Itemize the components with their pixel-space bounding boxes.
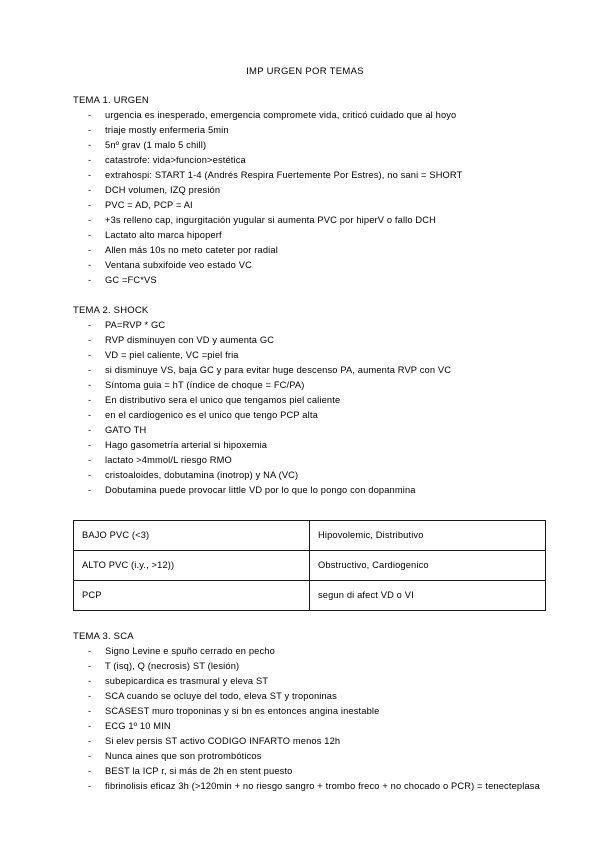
table-cell-label: PCP [74, 581, 310, 611]
list-item-text: +3s relleno cap, ingurgitación yugular si aumenta PVC por hiperV o fallo DCH [105, 215, 437, 225]
list-item [0, 318, 600, 333]
table-cell-value: Hipovolemic, Distributivo [310, 521, 546, 551]
table-cell-label: ALTO PVC (i.y., >12)) [74, 551, 310, 581]
list-item-text: Nunca aines que son protrombóticos [105, 751, 262, 761]
list-item [0, 644, 600, 659]
bullet-list-tema-1 [0, 108, 600, 288]
bullet-marker-icon: - [88, 125, 92, 135]
list-item-text: Si elev persis ST activo CODIGO INFARTO menos 12h [105, 736, 341, 746]
section-tema-1 [0, 93, 600, 288]
bullet-marker-icon: - [88, 170, 92, 180]
list-item [0, 138, 600, 153]
bullet-marker-icon: - [88, 365, 92, 375]
spacer [0, 288, 600, 303]
list-item-text: BEST la ICP r, si más de 2h en stent puesto [105, 766, 293, 776]
list-item [0, 108, 600, 123]
bullet-marker-icon: - [88, 440, 92, 450]
list-item-text: 5nº grav (1 malo 5 chill) [105, 140, 207, 150]
section-heading-tema-3: TEMA 3. SCA [73, 631, 134, 642]
list-item [0, 363, 600, 378]
list-item-text: en el cardiogenico es el unico que tengo PCP alta [105, 410, 318, 420]
list-item [0, 258, 600, 273]
list-item-text: subepicardica es trasmural y eleva ST [105, 676, 269, 686]
list-item [0, 749, 600, 764]
list-item [0, 393, 600, 408]
list-item [0, 183, 600, 198]
list-item [0, 689, 600, 704]
bullet-marker-icon: - [88, 155, 92, 165]
list-item-text: GATO TH [105, 425, 147, 435]
list-item-text: fibrinolisis eficaz 3h (>120min + no riesgo sangro + trombo freco + no chocado o PCR) = tenecteplasa [105, 781, 540, 791]
list-item-text: En distributivo sera el unico que tengamos piel caliente [105, 395, 341, 405]
bullet-marker-icon: - [88, 485, 92, 495]
list-item-text: si disminuye VS, baja GC y para evitar huge descenso PA, aumenta RVP con VC [105, 365, 452, 375]
table-row [74, 581, 546, 611]
list-item [0, 333, 600, 348]
bullet-marker-icon: - [88, 320, 92, 330]
bullet-marker-icon: - [88, 185, 92, 195]
bullet-marker-icon: - [88, 736, 92, 746]
bullet-marker-icon: - [88, 706, 92, 716]
list-item-text: catastrofe: vida>funcion>estética [105, 155, 246, 165]
bullet-marker-icon: - [88, 721, 92, 731]
table-cell-value: segun di afect VD o VI [310, 581, 546, 611]
bullet-list-tema-3 [0, 644, 600, 794]
bullet-list-tema-2 [0, 318, 600, 498]
bullet-marker-icon: - [88, 245, 92, 255]
bullet-marker-icon: - [88, 691, 92, 701]
bullet-marker-icon: - [88, 410, 92, 420]
table-cell-label: BAJO PVC (<3) [74, 521, 310, 551]
list-item-text: T (isq), Q (necrosis) ST (lesión) [105, 661, 240, 671]
page-title: IMP URGEN POR TEMAS [246, 66, 364, 77]
pvc-classification-table [73, 520, 546, 611]
list-item [0, 123, 600, 138]
list-item [0, 719, 600, 734]
table-row [74, 521, 546, 551]
bullet-marker-icon: - [88, 395, 92, 405]
list-item-text: triaje mostly enfermeria 5min [105, 125, 229, 135]
table-cell-value: Obstructivo, Cardiogenico [310, 551, 546, 581]
list-item [0, 734, 600, 749]
bullet-marker-icon: - [88, 110, 92, 120]
list-item [0, 674, 600, 689]
list-item-text: SCASEST muro troponinas y si bn es entonces angina inestable [105, 706, 380, 716]
bullet-marker-icon: - [88, 676, 92, 686]
bullet-marker-icon: - [88, 646, 92, 656]
bullet-marker-icon: - [88, 140, 92, 150]
list-item-text: Hago gasometría arterial si hipoxemia [105, 440, 268, 450]
list-item [0, 438, 600, 453]
list-item-text: urgencia es inesperado, emergencia compromete vida, criticó cuidado que al hoyo [105, 110, 457, 120]
list-item [0, 704, 600, 719]
bullet-marker-icon: - [88, 751, 92, 761]
bullet-marker-icon: - [88, 766, 92, 776]
list-item [0, 468, 600, 483]
list-item [0, 213, 600, 228]
list-item-text: PVC = AD, PCP = AI [105, 200, 193, 210]
list-item-text: SCA cuando se ocluye del todo, eleva ST y troponinas [105, 691, 337, 701]
list-item [0, 764, 600, 779]
list-item [0, 198, 600, 213]
bullet-marker-icon: - [88, 350, 92, 360]
list-item [0, 453, 600, 468]
list-item-text: Ventana subxifoide veo estado VC [105, 260, 252, 270]
bullet-marker-icon: - [88, 380, 92, 390]
table-row [74, 551, 546, 581]
bullet-marker-icon: - [88, 275, 92, 285]
list-item-text: GC =FC*VS [105, 275, 157, 285]
bullet-marker-icon: - [88, 661, 92, 671]
bullet-marker-icon: - [88, 455, 92, 465]
list-item [0, 483, 600, 498]
bullet-marker-icon: - [88, 200, 92, 210]
list-item-text: lactato >4mmol/L riesgo RMO [105, 455, 232, 465]
list-item-text: cristoaloides, dobutamina (inotrop) y NA (VC) [105, 470, 299, 480]
list-item [0, 408, 600, 423]
section-tema-3 [0, 629, 600, 794]
list-item [0, 423, 600, 438]
list-item-text: Síntoma guia = hT (índice de choque = FC/PA) [105, 380, 305, 390]
bullet-marker-icon: - [88, 230, 92, 240]
list-item [0, 378, 600, 393]
list-item [0, 153, 600, 168]
list-item-text: extrahospi: START 1-4 (Andrés Respira Fuertemente Por Estres), no sani = SHORT [105, 170, 463, 180]
list-item-text: Signo Levine e spuño cerrado en pecho [105, 646, 275, 656]
list-item-text: PA=RVP * GC [105, 320, 166, 330]
section-heading-tema-1: TEMA 1. URGEN [73, 95, 149, 106]
list-item [0, 779, 600, 794]
list-item-text: Dobutamina puede provocar little VD por lo que lo pongo con dopanmina [105, 485, 416, 495]
list-item [0, 659, 600, 674]
list-item-text: Allen más 10s no meto cateter por radial [105, 245, 278, 255]
bullet-marker-icon: - [88, 260, 92, 270]
bullet-marker-icon: - [88, 470, 92, 480]
bullet-marker-icon: - [88, 425, 92, 435]
bullet-marker-icon: - [88, 335, 92, 345]
section-tema-2 [0, 303, 600, 498]
list-item [0, 273, 600, 288]
list-item-text: VD = piel caliente, VC =piel fria [105, 350, 239, 360]
list-item [0, 348, 600, 363]
list-item [0, 168, 600, 183]
bullet-marker-icon: - [88, 781, 92, 791]
spacer [0, 611, 600, 629]
list-item [0, 243, 600, 258]
list-item-text: Lactato alto marca hipoperf [105, 230, 222, 240]
list-item-text: DCH volumen, IZQ presión [105, 185, 221, 195]
list-item-text: RVP disminuyen con VD y aumenta GC [105, 335, 275, 345]
list-item-text: ECG 1º 10 MIN [105, 721, 171, 731]
bullet-marker-icon: - [88, 215, 92, 225]
section-heading-tema-2: TEMA 2. SHOCK [73, 305, 149, 316]
spacer [0, 498, 600, 520]
list-item [0, 228, 600, 243]
